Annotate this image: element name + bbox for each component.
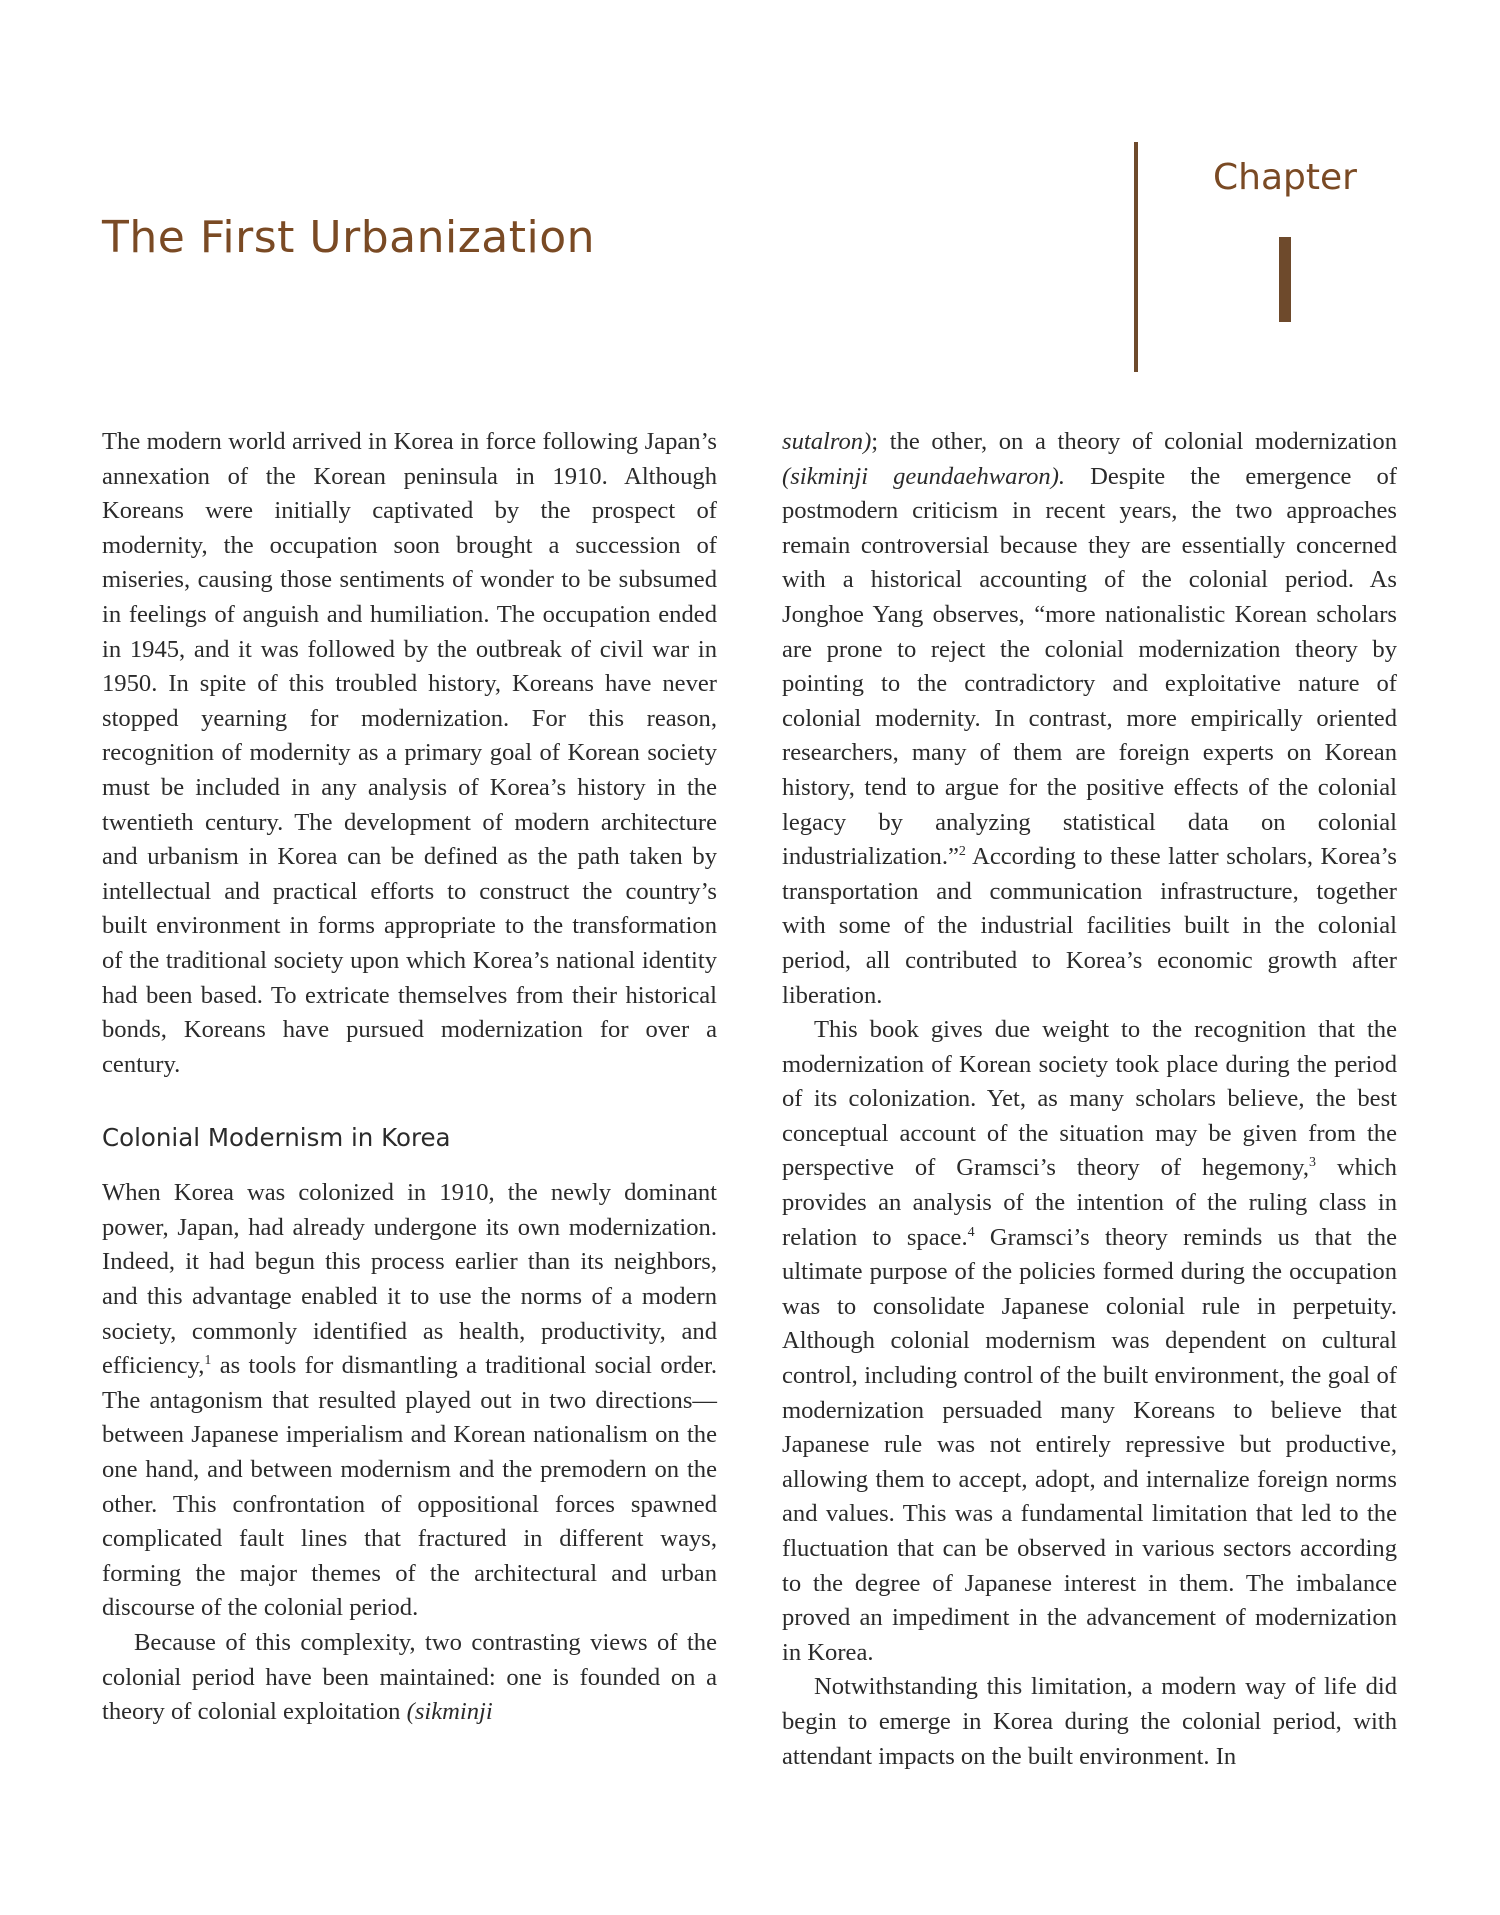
chapter-number [1279,237,1291,322]
intro-paragraph: The modern world arrived in Korea in force following Japan’s annexation of the Korean peninsula in 1910. Although Koreans were initially captivated by the prospect of modernity, the occupation soon brought a succession of miseries, causing those sentiments of wonder to be subsumed in feelings of anguish and humiliation. The occupation ended in 1945, and it was followed by the outbreak of civil war in 1950. In spite of this troubled history, Koreans have never stopped yearning for modernization. For this reason, recognition of modernity as a primary goal of Korean society must be included in any analysis of Korea’s history in the twentieth century. The development of modern architecture and urbanism in Korea can be defined as the path taken by intellectual and practical efforts to construct the country’s built environment in forms appropriate to the transformation of the traditional society upon which Korea’s national identity had been based. To extricate themselves from their historical bonds, Koreans have pursued modernization for over a century. [102,428,717,1078]
paragraph-text: Because of this complexity, two contrasting views of the colonial period have been maintained: one is founded on a theory of colonial exploitation [102,1629,717,1726]
footnote-marker: 4 [967,1224,975,1240]
italic-term: sutalron) [782,428,872,455]
chapter-label: Chapter [1213,157,1357,198]
section-heading: Colonial Modernism in Korea [102,1123,451,1153]
footnote-marker: 3 [1308,1155,1316,1171]
paragraph-text: Despite the emergence of postmodern criticism in recent years, the two approaches remain controversial because they are essentially concerned with a historical accounting of the colonial period. As Jonghoe Yang observes, “more nationalistic Korean scholars are prone to reject the colonial modernization theory by pointing to the contradictory and exploitative nature of colonial modernity. In contrast, more empirically oriented researchers, many of them are foreign experts on Korean history, tend to argue for the positive effects of the colonial legacy by analyzing statistical data on colonial industrialization.” [782,462,1397,871]
italic-term: (sikminji [406,1698,493,1726]
paragraph-text: Gramsci’s theory reminds us that the ultimate purpose of the policies formed during the occupation was to consolidate Japanese colonial rule in perpetuity. Although colonial modernism was dependent on cultural control, including control of the built environment, the goal of modernization persuaded many Koreans to believe that Japanese rule was not entirely repressive but productive, allowing them to accept, adopt, and internalize foreign norms and values. This was a fundamental limitation that led to the fluctuation that can be observed in various sectors according to the degree of Japanese interest in them. The imbalance proved an impediment in the advancement of modernization in Korea. [782,1223,1398,1666]
chapter-divider-rule [1134,142,1138,372]
paragraph-text: ; the other, on a theory of colonial modernization [871,428,1397,455]
paragraph-text: as tools for dismantling a traditional social order. The antagonism that resulted played out in two directions—between Japanese imperialism and Korean nationalism on the one hand, and between modernism and the premodern on the other. This confrontation of oppositional forces spawned complicated fault lines that fractured in different ways, forming the major themes of the architectural and urban discourse of the colonial period. [102,1352,717,1622]
paragraph-text: which provides an analysis of the intention of the ruling class in relation to space. [782,1154,1397,1251]
chapter-title: The First Urbanization [102,212,596,263]
paragraph-text: When Korea was colonized in 1910, the newly dominant power, Japan, had already undergone its own modernization. Indeed, it had begun this process earlier than its neighbors, and this advantage enabled it to use the norms of a modern society, commonly identified as health, productivity, and efficiency, [102,1179,717,1380]
right-text-column [782,425,1397,1774]
body-paragraph [102,1626,717,1730]
body-paragraph [782,1013,1397,1670]
footnote-marker: 1 [204,1353,212,1369]
italic-term: (sikminji geundaehwaron). [782,462,1066,490]
body-paragraph: Notwithstanding this limitation, a modern way of life did begin to emerge in Korea during the colonial period, with attendant impacts on the built environment. In [782,1673,1397,1770]
body-paragraph [782,425,1397,1013]
paragraph-text: This book gives due weight to the recognition that the modernization of Korean society took place during the period of its colonization. Yet, as many scholars believe, the best conceptual account of the situation may be given from the perspective of Gramsci’s theory of hegemony, [782,1016,1397,1182]
left-text-column [102,425,717,1730]
footnote-marker: 2 [958,843,966,859]
body-paragraph [102,1176,717,1626]
paragraph-text: According to these latter scholars, Korea’s transportation and communication infrastructure, together with some of the industrial facilities built in the colonial period, all contributed to Korea’s economic growth after liberation. [782,843,1397,1009]
